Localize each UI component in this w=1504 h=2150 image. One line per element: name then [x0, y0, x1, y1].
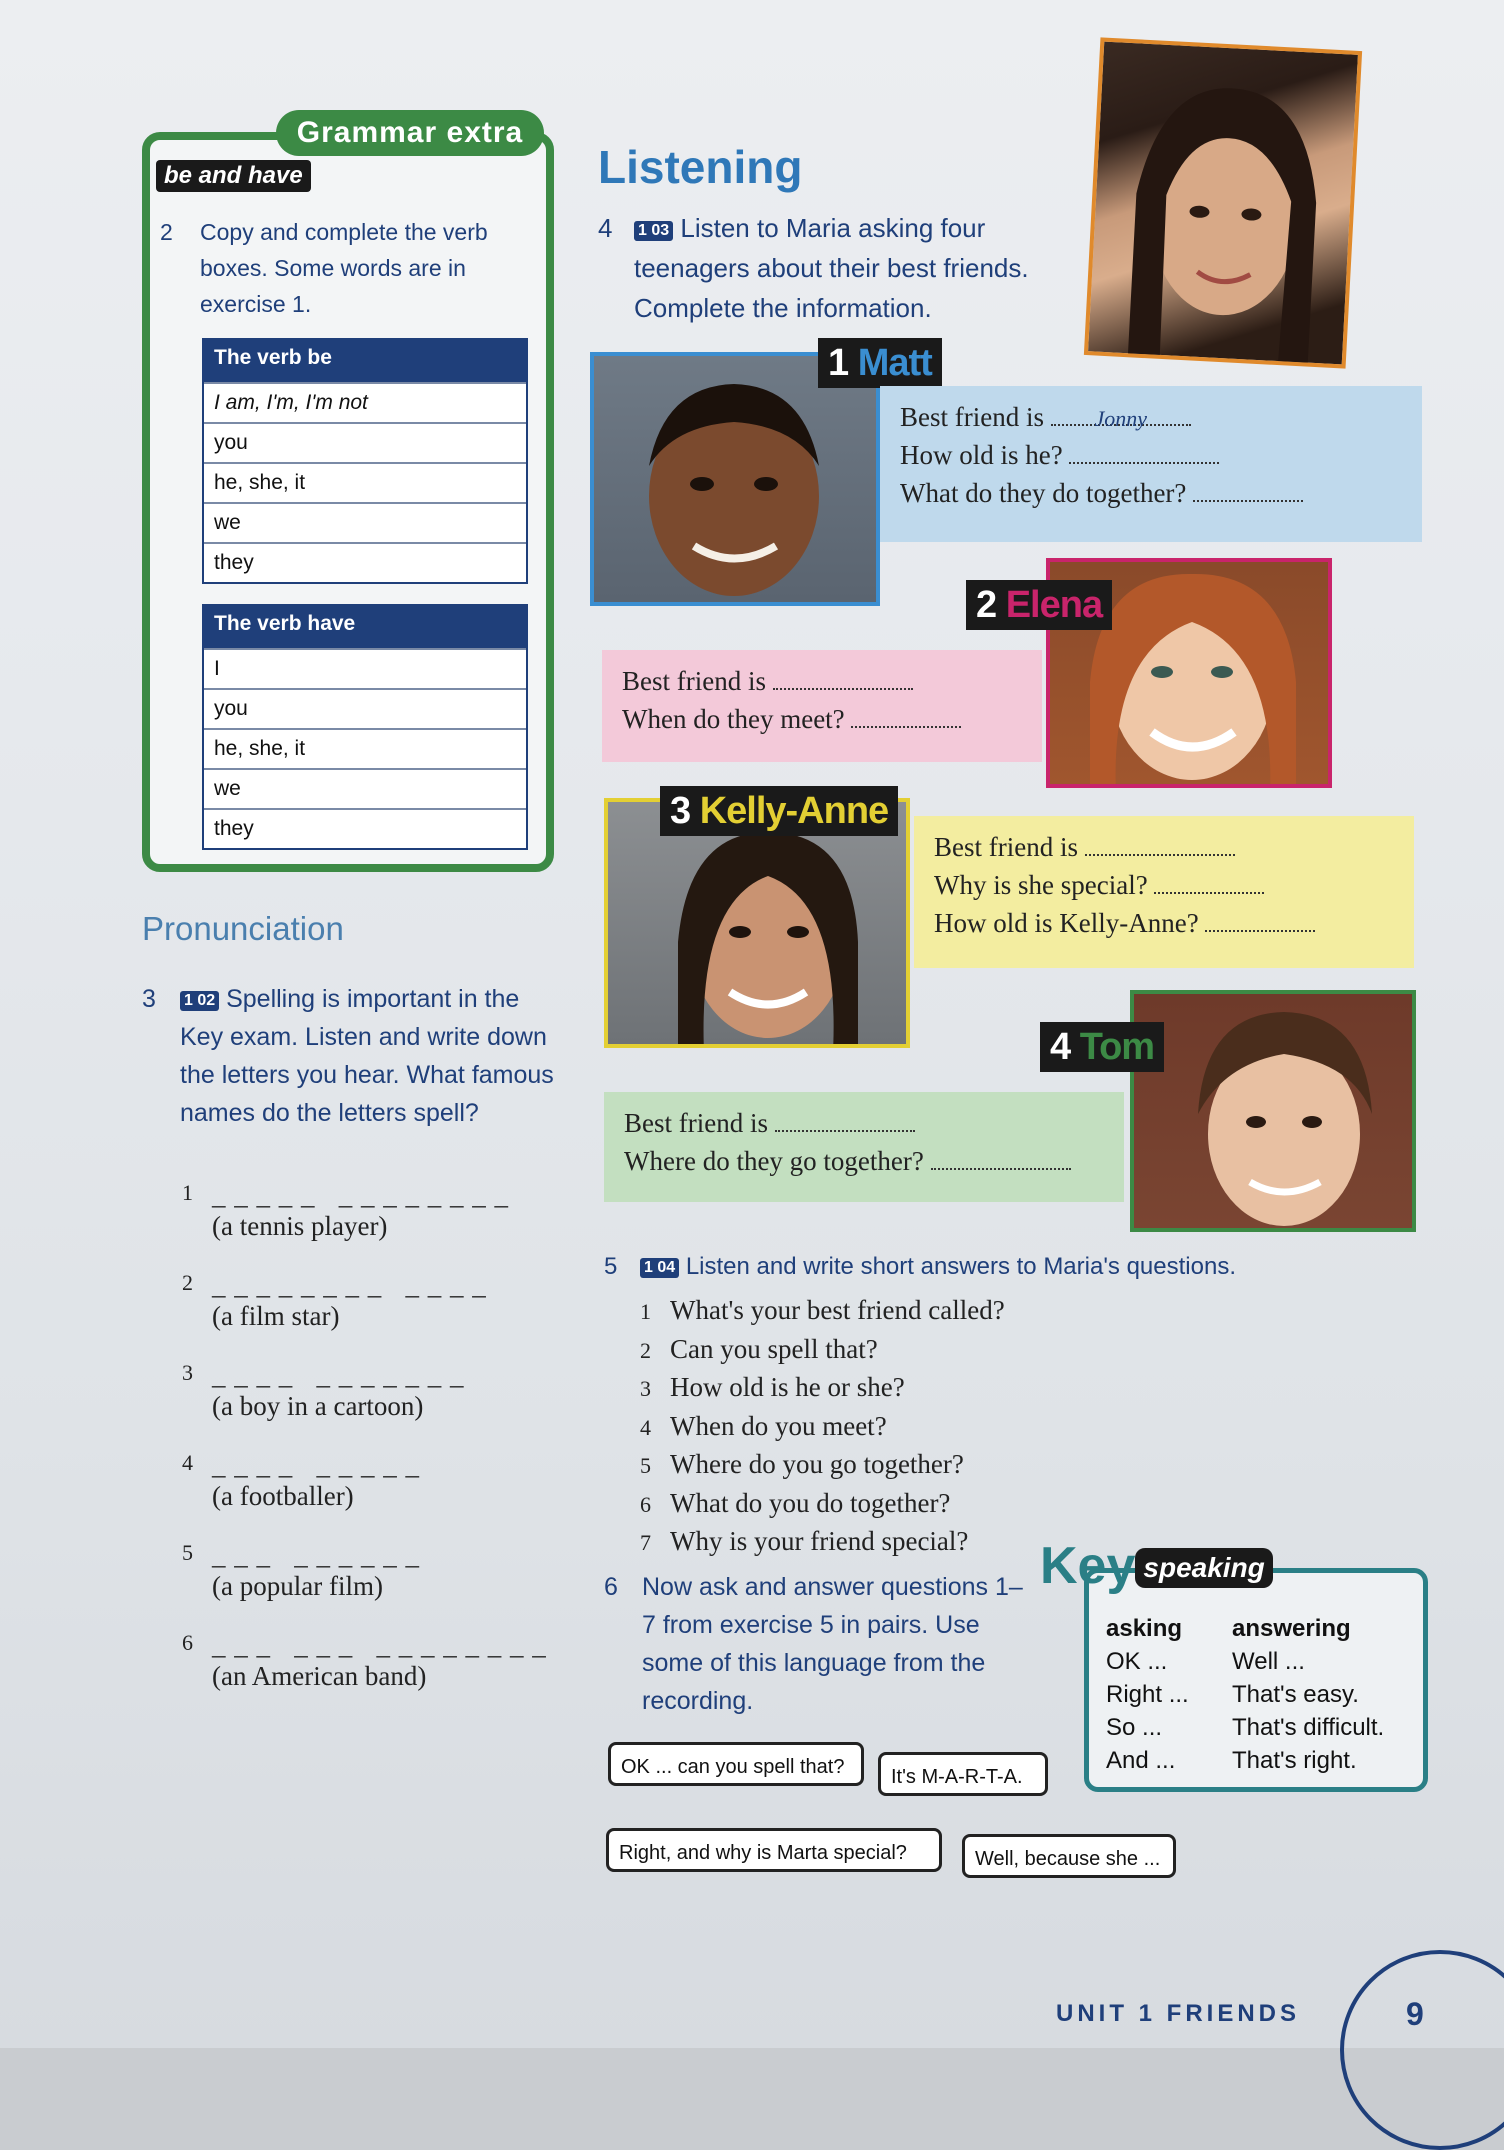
speech-bubble: Well, because she ... [962, 1834, 1176, 1878]
letter-blanks: _ _ _ _ _ _ _ _ _ _ _ _ [212, 1270, 487, 1300]
list-item: 5 _ _ _ _ _ _ _ _ _ (a popular film) [182, 1540, 572, 1630]
matt-photo [590, 352, 880, 606]
table-header: The verb have [204, 606, 526, 648]
tom-info-box [604, 1092, 1124, 1202]
answer-blank[interactable] [851, 702, 961, 728]
list-item: 1 _ _ _ _ _ _ _ _ _ _ _ _ _ (a tennis player) [182, 1180, 572, 1270]
spelling-list [182, 1180, 572, 1720]
table-row: they [204, 542, 526, 582]
list-item: 6 _ _ _ _ _ _ _ _ _ _ _ _ _ _ (an American band) [182, 1630, 572, 1720]
pronunciation-title: Pronunciation [142, 910, 344, 947]
table-row: we [204, 502, 526, 542]
list-item: 5 Where do you go together? [640, 1449, 964, 1479]
kelly-anne-info-box [914, 816, 1414, 968]
tom-photo [1130, 990, 1416, 1232]
phrase: That's difficult. [1232, 1714, 1385, 1741]
exercise-instruction: Now ask and answer questions 1–7 from exercise 5 in pairs. Use some of this language from the recording. [642, 1573, 1023, 1715]
letter-blanks: _ _ _ _ _ _ _ _ _ _ _ _ _ [212, 1180, 509, 1210]
name-tag-elena: 2 Elena [966, 580, 1112, 630]
table-header: The verb be [204, 340, 526, 382]
list-item: 4 When do you meet? [640, 1410, 887, 1441]
phrase: And ... [1106, 1747, 1176, 1774]
pronunciation-instruction: Spelling is important in the Key exam. Listen and write down the letters you hear. What famous names do the letters spell? [180, 985, 554, 1127]
speech-bubble: OK ... can you spell that? [608, 1742, 864, 1786]
column-header: answering [1232, 1615, 1351, 1642]
question-line: Where do they go together? [624, 1142, 1104, 1180]
boy-face-icon [1134, 994, 1416, 1232]
exercise-number: 2 [160, 219, 173, 245]
answer-blank[interactable] [775, 1106, 915, 1132]
answer-blank[interactable] [1154, 868, 1264, 894]
table-row: they [204, 808, 526, 848]
exercise-6 [604, 1568, 1024, 1720]
list-item: 3 _ _ _ _ _ _ _ _ _ _ _ (a boy in a cartoon) [182, 1360, 572, 1450]
table-row: he, she, it [204, 462, 526, 502]
exercise-instruction: Listen to Maria asking four teenagers about their best friends. Complete the information. [634, 213, 1029, 323]
list-item: 1 What's your best friend called? [640, 1295, 1005, 1325]
question-line: Why is she special? [934, 866, 1394, 904]
speech-bubble: It's M-A-R-T-A. [878, 1752, 1048, 1796]
question-line: How old is he? [900, 436, 1402, 474]
answer-blank[interactable] [1085, 830, 1235, 856]
matt-info-box [880, 386, 1422, 542]
asking-column [1106, 1612, 1189, 1777]
audio-track-icon: 1 02 [180, 991, 219, 1011]
exercise-number: 3 [142, 985, 156, 1013]
phrase: So ... [1106, 1714, 1163, 1741]
list-item: 3 How old is he or she? [640, 1372, 905, 1402]
phrase: Right ... [1106, 1681, 1189, 1708]
answering-column [1232, 1612, 1384, 1777]
page-number: 9 [1406, 1996, 1424, 2032]
answer-blank[interactable] [1069, 438, 1219, 464]
exercise-number: 4 [598, 213, 613, 243]
answer-blank[interactable] [1205, 906, 1315, 932]
key-speaking-title: Key speaking [1040, 1538, 1273, 1594]
answer-blank[interactable] [1193, 476, 1303, 502]
speech-bubble: Right, and why is Marta special? [606, 1828, 942, 1872]
girl-face-icon [1088, 42, 1362, 369]
exercise-number: 6 [604, 1573, 618, 1601]
boy-face-icon [594, 356, 880, 606]
letter-blanks: _ _ _ _ _ _ _ _ _ _ _ [212, 1360, 465, 1390]
audio-track-icon: 1 03 [634, 221, 673, 241]
table-row: I [204, 648, 526, 688]
pronunciation-exercise [142, 980, 562, 1132]
table-row: we [204, 768, 526, 808]
hint: (a footballer) [212, 1481, 354, 1511]
grammar-extra-badge: Grammar extra [276, 110, 544, 156]
grammar-exercise [160, 214, 530, 322]
grammar-instruction: Copy and complete the verb boxes. Some words are in exercise 1. [200, 219, 488, 317]
question-line: When do they meet? [622, 700, 1022, 738]
question-list [640, 1292, 1140, 1562]
hint: (a popular film) [212, 1571, 383, 1601]
exercise-5 [604, 1250, 1364, 1284]
list-item: 6 What do you do together? [640, 1487, 951, 1518]
exercise-instruction: Listen and write short answers to Maria's questions. [685, 1253, 1236, 1280]
list-item: 7 Why is your friend special? [640, 1526, 969, 1556]
table-row: you [204, 422, 526, 462]
list-item: 4 _ _ _ _ _ _ _ _ _ (a footballer) [182, 1450, 572, 1540]
page-number-arc [1340, 1950, 1504, 2150]
name-tag-kelly-anne: 3 Kelly-Anne [660, 786, 898, 836]
list-item: 2 _ _ _ _ _ _ _ _ _ _ _ _ (a film star) [182, 1270, 572, 1360]
grammar-subtitle: be and have [156, 160, 311, 192]
hint: (an American band) [212, 1661, 427, 1691]
phrase: That's right. [1232, 1747, 1357, 1774]
verb-have-table [202, 604, 528, 850]
table-row: you [204, 688, 526, 728]
phrase: That's easy. [1232, 1681, 1359, 1708]
question-line: Best friend is [934, 828, 1394, 866]
phrase: Well ... [1232, 1648, 1305, 1675]
question-line: Best friend is Jonny [900, 398, 1402, 436]
name-tag-matt: 1 Matt [818, 338, 942, 388]
elena-info-box [602, 650, 1042, 762]
question-line: What do they do together? [900, 474, 1402, 512]
listening-title: Listening [598, 141, 803, 193]
phrase: OK ... [1106, 1648, 1168, 1675]
exercise-4 [598, 208, 1068, 328]
question-line: Best friend is [622, 662, 1022, 700]
list-item: 2 Can you spell that? [640, 1333, 878, 1364]
maria-photo [1084, 37, 1362, 368]
name-tag-tom: 4 Tom [1040, 1022, 1164, 1072]
exercise-number: 5 [604, 1253, 618, 1280]
table-row: he, she, it [204, 728, 526, 768]
hint: (a tennis player) [212, 1211, 388, 1241]
girl-face-icon [608, 802, 910, 1048]
answer-blank[interactable] [931, 1144, 1071, 1170]
answer-blank[interactable] [773, 664, 913, 690]
question-line: Best friend is [624, 1104, 1104, 1142]
letter-blanks: _ _ _ _ _ _ _ _ _ [212, 1450, 420, 1480]
table-row: I am, I'm, I'm not [204, 382, 526, 422]
column-header: asking [1106, 1615, 1183, 1642]
verb-be-table [202, 338, 528, 584]
letter-blanks: _ _ _ _ _ _ _ _ _ _ _ _ _ _ [212, 1630, 547, 1660]
unit-footer: UNIT 1 FRIENDS [1056, 2000, 1301, 2027]
question-line: How old is Kelly-Anne? [934, 904, 1394, 942]
answer-jonny[interactable]: Jonny [1051, 400, 1191, 426]
letter-blanks: _ _ _ _ _ _ _ _ _ [212, 1540, 420, 1570]
hint: (a boy in a cartoon) [212, 1391, 424, 1421]
hint: (a film star) [212, 1301, 340, 1331]
audio-track-icon: 1 04 [640, 1258, 679, 1278]
